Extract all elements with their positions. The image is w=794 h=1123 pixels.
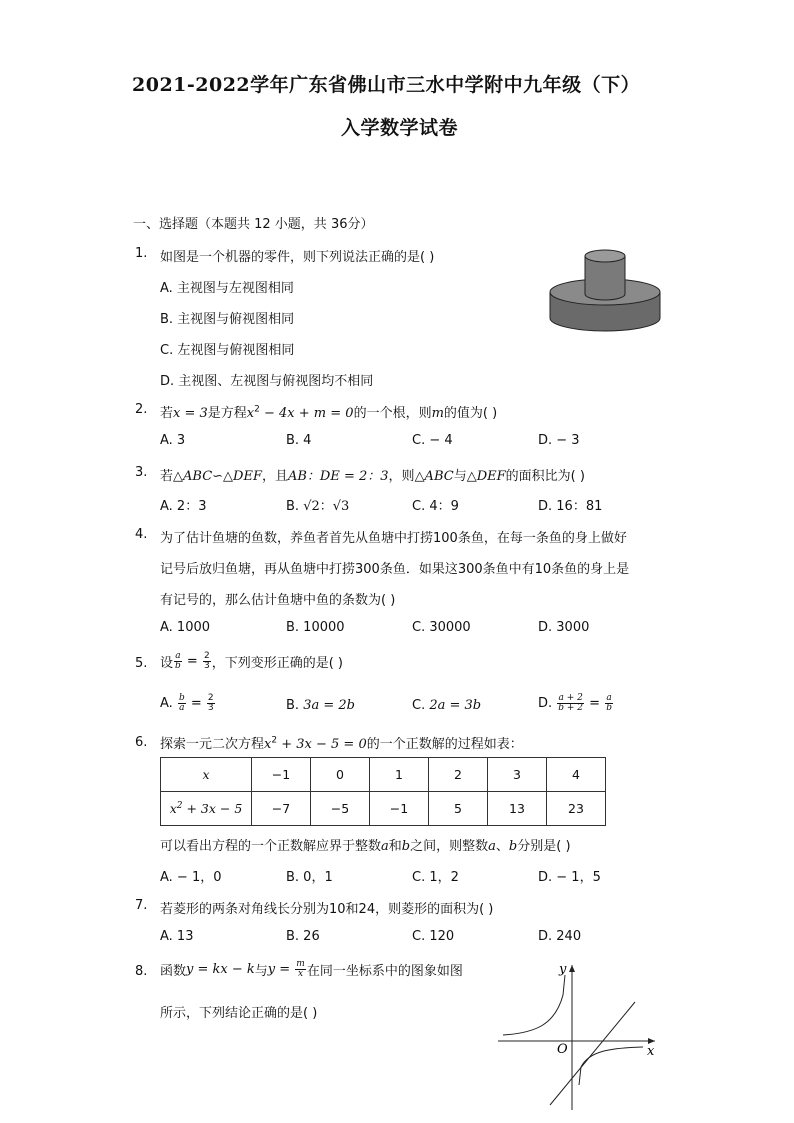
q5-option-d-frac1 [557,694,584,713]
q6-option-c: C. 1，2 [412,870,459,885]
q5-d-n2: a [606,693,612,703]
table-row [161,792,606,826]
q5-frac2-den: 3 [203,661,210,671]
q7-option-c: C. 120 [412,929,455,944]
q6-table [160,757,606,826]
q8-number: 8. [135,964,148,979]
q8-text-1: 函数 [160,964,187,979]
q2-option-d: D. − 3 [538,433,580,448]
q6-after-text [160,835,571,854]
q8-frac-den: x [298,969,304,979]
table-cell: −1 [370,792,429,826]
q8-math-2: y = [267,962,295,977]
q3-option-d: D. 16：81 [538,499,603,514]
table-cell: 1 [370,758,429,792]
q6-option-d: D. − 1，5 [538,870,601,885]
table-cell [161,792,252,826]
q6-option-a: A. − 1，0 [160,870,222,885]
q3-option-b [286,495,349,514]
q6-after-4: 、 [495,839,509,854]
q8-text-3: 在同一坐标系中的图象如图 [306,964,463,979]
q6-text-1: 探索一元二次方程 [160,737,265,752]
q5-option-d-label: D. [538,696,557,711]
q8-frac-num: m [296,959,305,969]
q6-row2-head-exp: 2 [176,800,183,811]
q2-stem [160,402,497,421]
q5-d-d1: b + 2 [558,703,584,713]
q4-line-2: 记号后放归鱼塘，再从鱼塘中打捞300条鱼．如果这300条鱼中有10条鱼的身上是 [160,562,630,577]
q6-math-rest: + 3x − 5 = 0 [277,737,367,752]
table-cell: 2 [429,758,488,792]
q5-number: 5. [135,656,148,671]
q5-text-1: 设 [160,656,174,671]
q2-option-a: A. 3 [160,433,186,448]
q7-option-b: B. 26 [286,929,320,944]
graph-x-label: x [647,1044,655,1059]
q3-option-c: C. 4：9 [412,499,459,514]
q3-text-3: ，则 [388,469,415,484]
q5-a-d1: a [179,703,185,713]
q6-math-x: x [264,737,272,752]
q6-after-b: b [401,839,411,854]
q1-option-a: A. 主视图与左视图相同 [160,281,294,296]
q6-row2-head-rest: + 3x − 5 [182,801,243,817]
q6-text-2: 的一个正数解的过程如表： [366,737,523,752]
q3-math-4: △DEF [466,469,506,484]
q1-option-c: C. 左视图与俯视图相同 [160,343,295,358]
table-cell: 13 [488,792,547,826]
section-header: 一、选择题（本题共 12 小题，共 36分） [133,217,374,232]
q3-stem [160,465,585,484]
q5-frac-den: b [175,661,181,671]
q5-stem [160,652,343,671]
q5-option-a-label: A. [160,696,177,711]
q5-text-2: ，下列变形正确的是( ) [211,656,343,671]
q2-math-4: m [431,406,444,421]
q1-option-b: B. 主视图与俯视图相同 [160,312,295,327]
q1-option-d: D. 主视图、左视图与俯视图均不相同 [160,374,374,389]
q2-text-3: 的一个根，则 [353,406,432,421]
q8-fraction [295,960,306,979]
table-cell: 0 [311,758,370,792]
q6-exponent: 2 [271,735,278,746]
q5-option-a-frac1 [178,694,186,713]
table-cell: −7 [252,792,311,826]
q2-number: 2. [135,402,148,417]
q5-eq: = [182,654,202,669]
q5-fraction-ab [174,652,182,671]
q5-a-n1: b [178,693,185,703]
q8-function-graph [495,955,665,1115]
q6-after-2: 和 [388,839,402,854]
q5-option-a [160,694,216,713]
q3-option-a: A. 2：3 [160,499,207,514]
q5-a-d2: 3 [207,703,214,713]
q2-math-2: x [246,406,255,421]
q5-option-c-math: 2a = 3b [429,698,482,713]
q8-stem [160,960,463,979]
q3-text-4: 与 [453,469,467,484]
q4-option-b: B. 10000 [286,620,345,635]
q5-option-c-label: C. [412,698,430,713]
q5-option-b-math: 3a = 2b [303,698,355,713]
q7-number: 7. [135,898,148,913]
table-cell: x [161,758,252,792]
q2-text-1: 若 [160,406,174,421]
q5-frac-num: a [175,651,181,661]
q8-text-2: 与 [254,964,268,979]
q3-text-5: 的面积比为( ) [505,469,585,484]
q5-fraction-23 [203,652,211,671]
q2-option-b: B. 4 [286,433,312,448]
q3-number: 3. [135,465,148,480]
q5-option-d-frac2 [605,694,613,713]
q5-d-d2: b [606,703,612,713]
q3-math-2: AB：DE = 2：3 [287,469,389,484]
q7-option-d: D. 240 [538,929,582,944]
q3-text-2: ，且 [261,469,288,484]
q5-option-a-frac2 [207,694,215,713]
q5-option-d [538,694,614,713]
q6-stem [160,733,523,752]
q5-a-n2: 2 [207,693,214,703]
q2-option-c: C. − 4 [412,433,453,448]
q8-math-1: y = kx − k [186,962,255,977]
graph-y-label: y [559,962,567,977]
graph-origin-label: O [557,1042,568,1057]
title-line-2: 入学数学试卷 [341,117,459,139]
table-cell: 3 [488,758,547,792]
table-cell: −1 [252,758,311,792]
q6-after-1: 可以看出方程的一个正数解应界于整数 [160,839,382,854]
q2-math-1: x = 3 [173,406,208,421]
q2-text-2: 是方程 [207,406,247,421]
q5-a-eq: = [186,696,206,711]
q3-math-3: △ABC [414,469,454,484]
q2-exponent: 2 [254,404,260,415]
q3-math-1: △ABC∽△DEF [173,469,262,484]
q4-number: 4. [135,527,148,542]
q5-frac2-num: 2 [203,651,210,661]
q6-after-3: 之间，则整数 [410,839,489,854]
q1-stem: 如图是一个机器的零件，则下列说法正确的是( ) [160,250,435,265]
q4-line-1: 为了估计鱼塘的鱼数，养鱼者首先从鱼塘中打捞100条鱼，在每一条鱼的身上做好 [160,531,627,546]
q5-d-n1: a + 2 [558,693,583,703]
q5-option-b-label: B. [286,698,304,713]
q3-option-b-label: B. [286,499,304,514]
q5-option-c [412,698,481,713]
q6-number: 6. [135,735,148,750]
title-line-1: 2021-2022学年广东省佛山市三水中学附中九年级（下） [132,74,641,96]
q3-option-b-math: √2：√3 [303,499,350,514]
q4-option-c: C. 30000 [412,620,471,635]
table-cell: 5 [429,792,488,826]
q6-row2-head-x: x [169,801,177,817]
q4-option-a: A. 1000 [160,620,211,635]
q1-number: 1. [135,246,148,261]
q2-math-3: − 4x + m = 0 [259,406,354,421]
q6-option-b: B. 0，1 [286,870,333,885]
q3-text-1: 若 [160,469,174,484]
q7-option-a: A. 13 [160,929,194,944]
q6-after-a2: a [488,839,496,854]
q6-after-5: 分别是( ) [517,839,571,854]
q8-line-2: 所示，下列结论正确的是( ) [160,1006,318,1021]
q5-option-b [286,698,355,713]
table-cell: 23 [547,792,606,826]
table-cell: 4 [547,758,606,792]
q6-after-a: a [381,839,389,854]
q4-line-3: 有记号的，那么估计鱼塘中鱼的条数为( ) [160,593,396,608]
q5-d-eq: = [585,696,605,711]
table-cell: −5 [311,792,370,826]
q4-option-d: D. 3000 [538,620,590,635]
q2-text-4: 的值为( ) [443,406,498,421]
q7-stem: 若菱形的两条对角线长分别为10和24，则菱形的面积为( ) [160,902,494,917]
q6-after-b2: b [508,839,518,854]
machine-part-figure [545,244,665,340]
table-row [161,758,606,792]
